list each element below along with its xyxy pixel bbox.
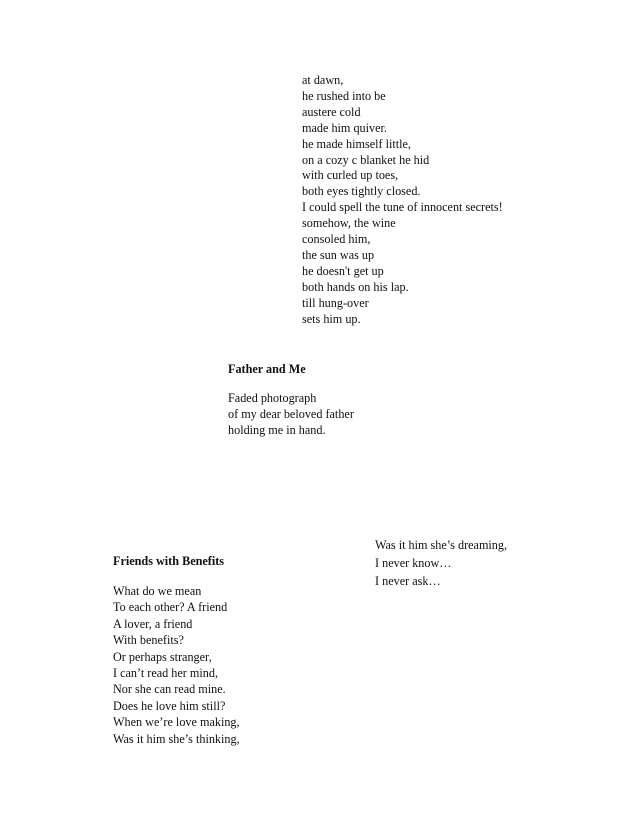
poem-line: I never know… [375,556,452,570]
poem-title: Friends with Benefits [113,554,225,568]
poem-line: consoled him, [302,232,371,247]
poem-line: he rushed into be [302,88,386,103]
poem-line: When we’re love making, [113,715,240,730]
poem-line: of my dear beloved father [228,406,354,421]
friends-with-benefits-column-2 [375,536,507,590]
friends-with-benefits-title-block [113,554,224,570]
poem-line: at dawn, [302,73,344,87]
poem-line: both eyes tightly closed. [302,184,421,199]
poem-line: made him quiver. [302,120,387,135]
poem-line: With benefits? [113,633,184,648]
poem-line: austere cold [302,104,361,119]
poem-line: holding me in hand. [228,422,326,437]
poem-line: both hands on his lap. [302,279,409,294]
poem-line: he made himself little, [302,136,411,151]
poem-line: somehow, the wine [302,216,396,231]
father-and-me-poem [228,391,354,438]
poem-continuation [302,73,503,328]
poem-line: he doesn't get up [302,263,384,278]
poem-line: Faded photograph [228,391,317,405]
poem-line: Was it him she’s thinking, [113,731,240,746]
poem-line: on a cozy c blanket he hid [302,152,430,167]
poem-line: What do we mean [113,584,202,598]
poem-line: I never ask… [375,574,441,588]
poem-line: To each other? A friend [113,600,228,615]
poem-line: sets him up. [302,311,361,326]
poem-line: Does he love him still? [113,698,226,713]
friends-with-benefits-column-1 [113,583,240,747]
poem-line: I can’t read her mind, [113,666,219,681]
poem-line: till hung-over [302,295,369,310]
poem-line: Nor she can read mine. [113,682,226,697]
poem-line: Was it him she’s dreaming, [375,538,508,552]
poem-line: A lover, a friend [113,616,193,631]
poem-line: I could spell the tune of innocent secrets! [302,200,503,215]
poem-line: with curled up toes, [302,168,399,183]
poem-line: the sun was up [302,247,375,262]
father-and-me-title-block [228,362,306,378]
poem-line: Or perhaps stranger, [113,649,212,664]
poem-title: Father and Me [228,362,306,376]
